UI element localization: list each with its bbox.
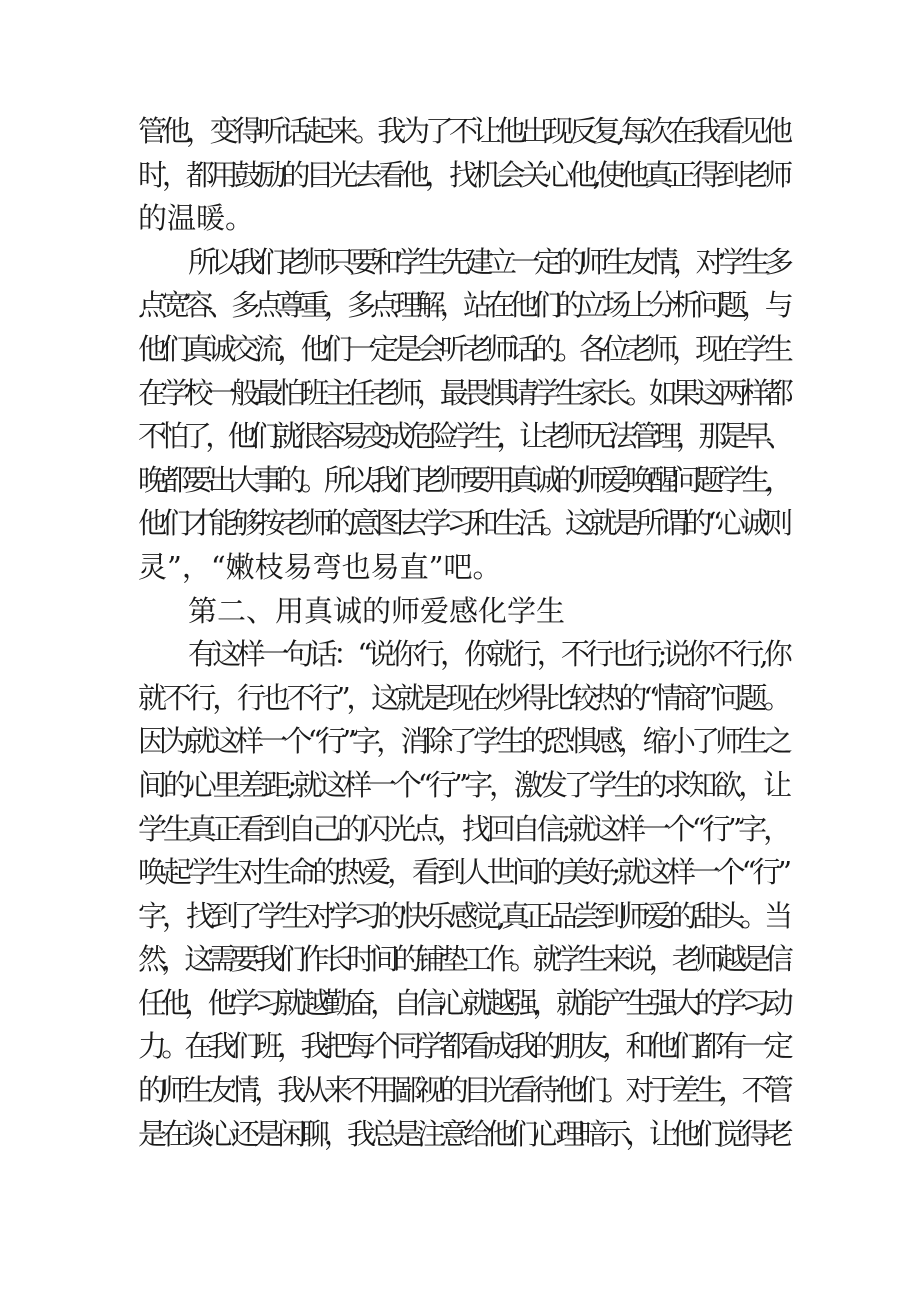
text-line: 唤起学生对生命的热爱，看到人世间的美好;就这样一个“行”: [138, 855, 788, 890]
text-line: 就不行，行也不行”，这就是现在炒得比较热的“情商”问题。: [138, 680, 789, 715]
text-line: 晚都要出大事的。所以我们老师要用真诚的师爱唤醒问题学生，: [138, 462, 788, 497]
text-line: 的温暖。: [138, 201, 255, 236]
paragraph-start-line: 所以我们老师只要和学生先建立一定的师生友情，对学生多: [188, 244, 788, 279]
text-line: 的师生友情，我从来不用鄙视的目光看待他们。对于差生，不管: [138, 1073, 788, 1108]
text-line: 任他，他学习就越勤奋，自信心就越强，就能产生强大的学习动: [138, 985, 788, 1020]
text-line: 点宽容、多点尊重，多点理解，站在他们的立场上分析问题，与: [138, 288, 788, 323]
paragraph-start-line: 有这样一句话：“说你行，你就行，不行也行;说你不行,你: [188, 637, 788, 672]
text-line: 管他，变得听话起来。我为了不让他出现反复,每次在我看见他: [138, 114, 788, 148]
text-line: 力。在我们班，我把每个同学都看成我的朋友，和他们都有一定: [138, 1029, 788, 1064]
text-line: 时，都用鼓励的目光去看他，找机会关心他,使他真正得到老师: [138, 157, 788, 192]
text-line: 他们才能够按老师的意图去学习和生活。这就是所谓的“心诚则: [138, 506, 788, 541]
text-line: 因为就这样一个“行”字，消除了学生的恐惧感，缩小了师生之: [138, 724, 789, 759]
text-line: 在学校一般最怕班主任老师，最畏惧请学生家长。如果这两样都: [138, 375, 788, 410]
text-line: 然，这需要我们作长时间的铺垫工作。就学生来说，老师越是信: [138, 942, 788, 977]
text-line: 灵”，“嫩枝易弯也易直”吧。: [138, 549, 502, 584]
text-line: 是在谈心还是闲聊，我总是注意给他们心理暗示，让他们觉得老: [138, 1116, 788, 1151]
text-line: 间的心里差距;就这样一个“行”字，激发了学生的求知欲，让: [138, 767, 788, 802]
text-line: 他们真诚交流，他们一定是会听老师话的。各位老师，现在学生: [138, 331, 788, 366]
text-line: 学生真正看到自己的闪光点，找回自信;就这样一个“行”字，: [138, 811, 788, 846]
document-body: [138, 110, 788, 1156]
text-line: 字，找到了学生对学习的快乐感觉,真正品尝到师爱的甜头。当: [138, 898, 788, 933]
section-heading: 第二、用真诚的师爱感化学生: [188, 593, 566, 628]
text-line: 不怕了，他们就很容易变成危险学生，让老师无法管理，那是早、: [138, 419, 788, 454]
